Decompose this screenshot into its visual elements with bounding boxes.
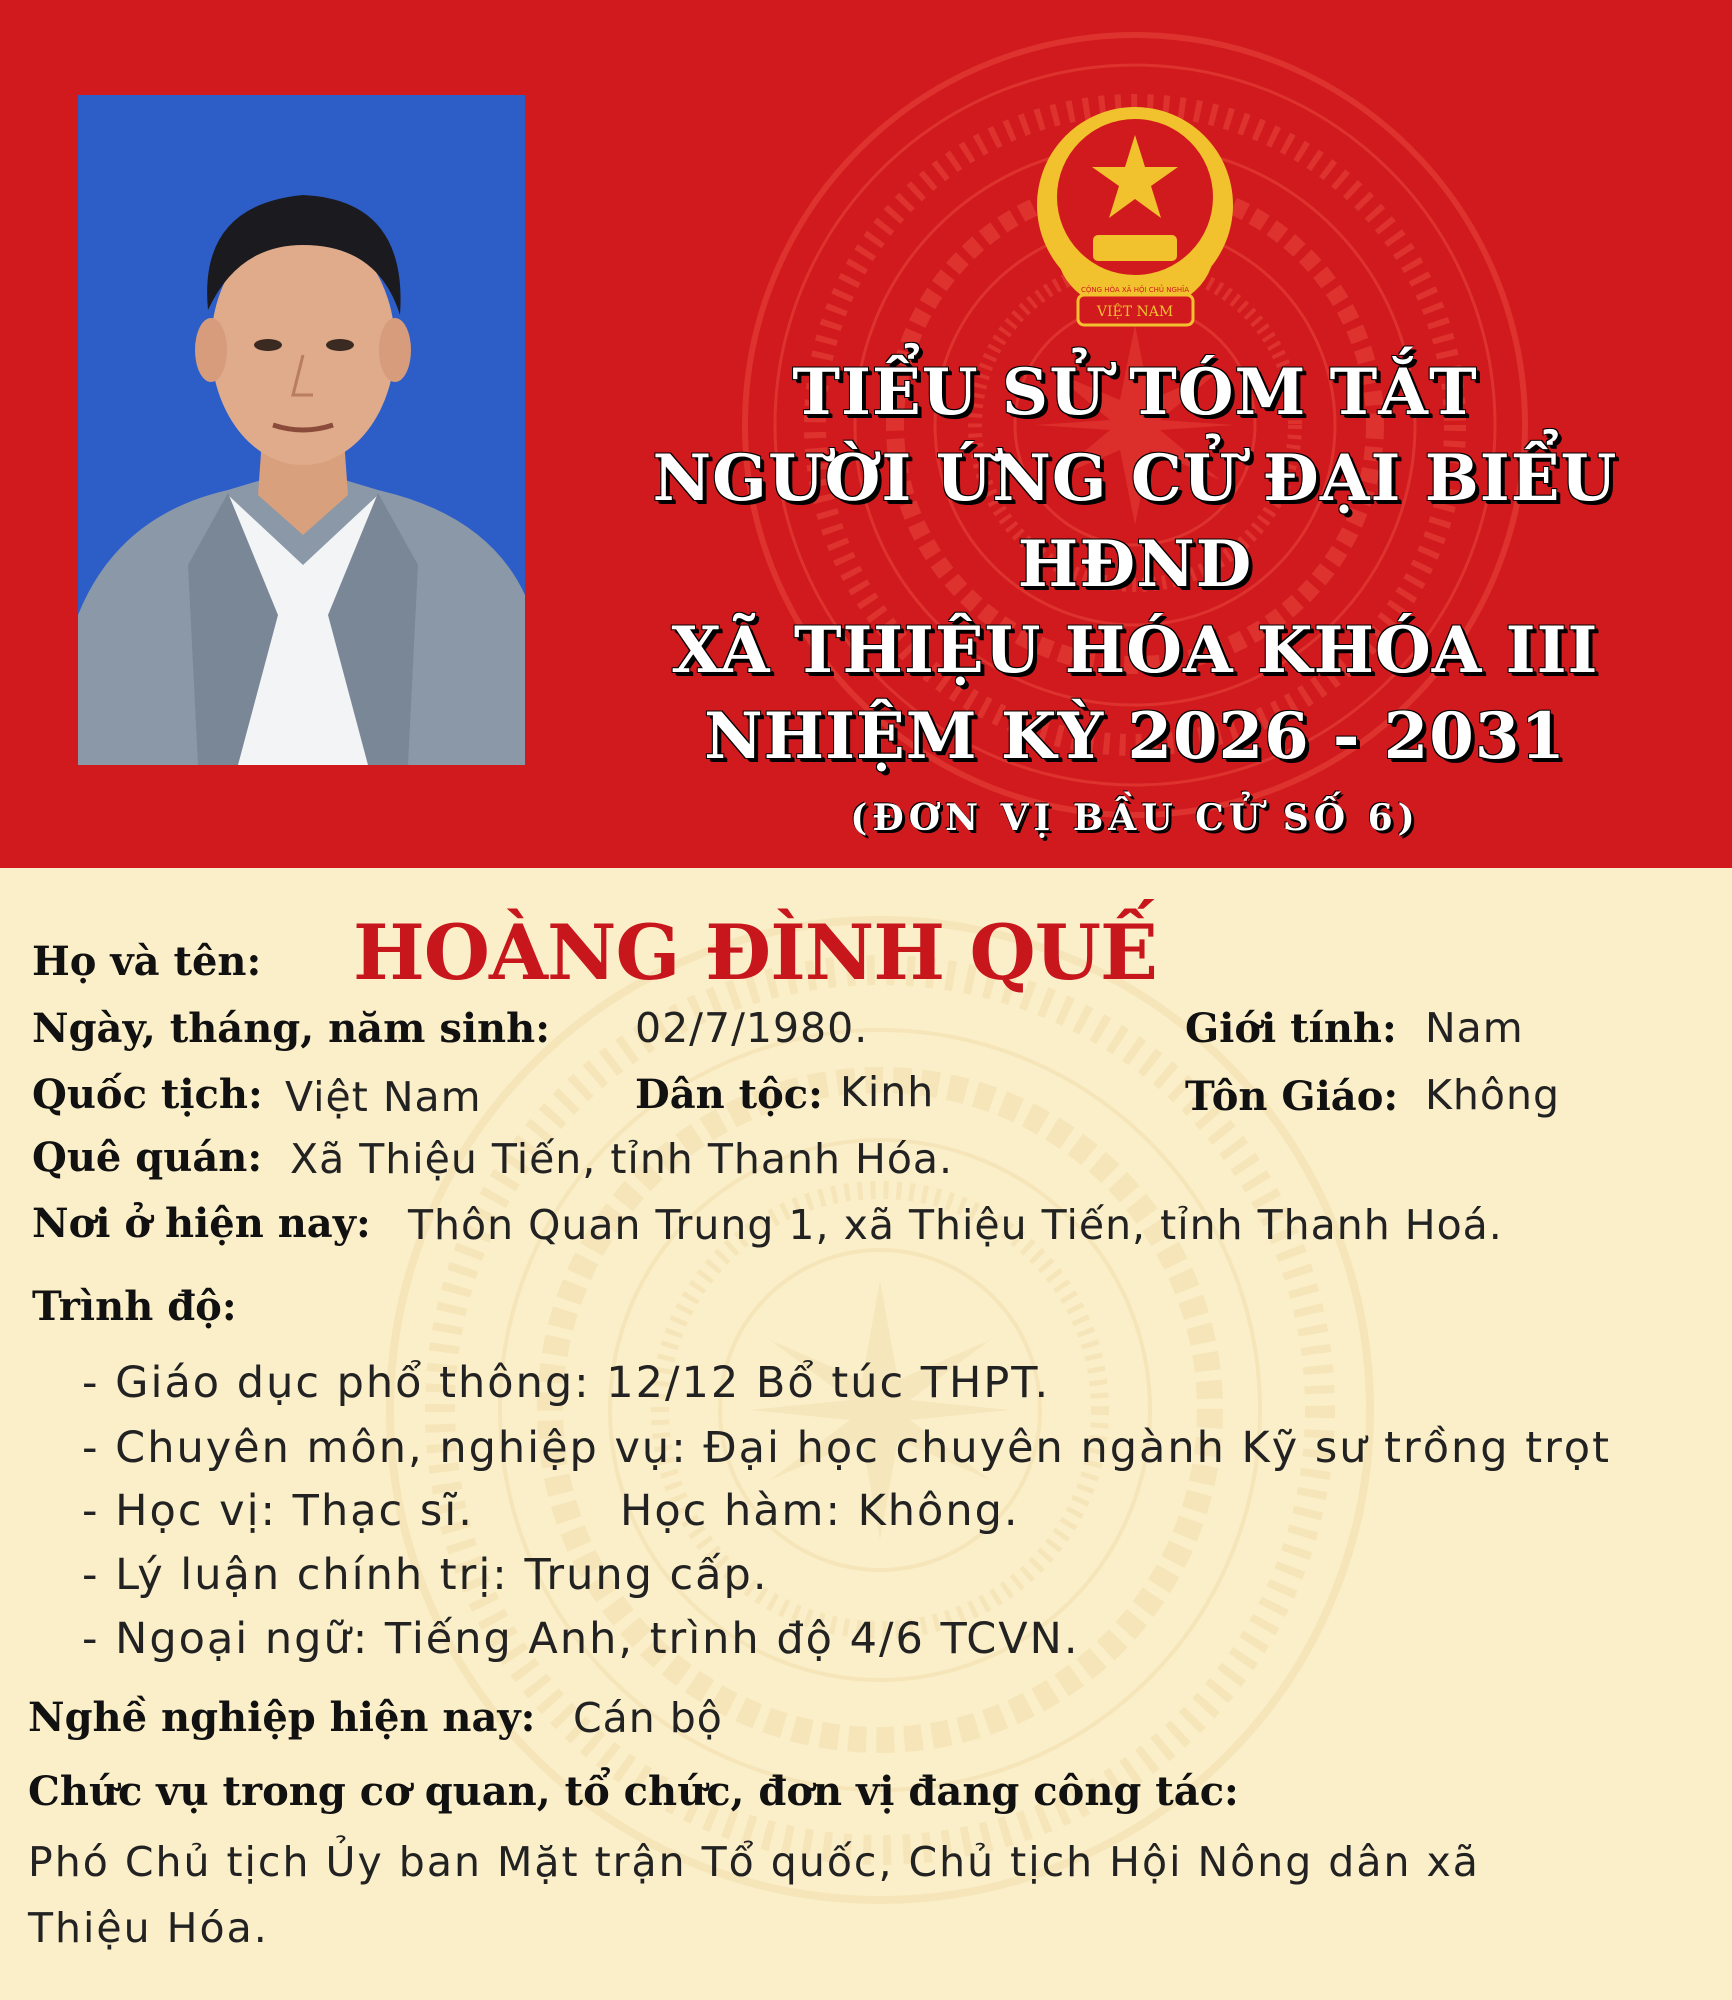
name-label: Họ và tên: — [32, 938, 262, 985]
dob-label: Ngày, tháng, năm sinh: — [32, 1005, 550, 1052]
position-line-1: Phó Chủ tịch Ủy ban Mặt trận Tổ quốc, Chủ tịch Hội Nông dân xã — [28, 1838, 1480, 1886]
position-line-2: Thiệu Hóa. — [28, 1904, 269, 1952]
occupation-label: Nghề nghiệp hiện nay: — [28, 1694, 536, 1741]
gender-label: Giới tính: — [1185, 1005, 1397, 1052]
position-label: Chức vụ trong cơ quan, tổ chức, đơn vị đang công tác: — [28, 1768, 1239, 1815]
national-emblem-icon — [1028, 105, 1243, 330]
title-line-1: TIỂU SỬ TÓM TẮT — [792, 355, 1478, 430]
nationality-value: Việt Nam — [285, 1073, 482, 1121]
hometown-label: Quê quán: — [32, 1134, 263, 1181]
ethnicity-value: Kinh — [840, 1068, 935, 1116]
dob-value: 02/7/1980. — [635, 1004, 869, 1052]
education-label: Trình độ: — [32, 1283, 237, 1330]
education-academic-rank: Học hàm: Không. — [620, 1486, 1020, 1536]
occupation-value: Cán bộ — [573, 1694, 723, 1742]
hometown-value: Xã Thiệu Tiến, tỉnh Thanh Hóa. — [290, 1135, 954, 1183]
education-degree: - Học vị: Thạc sĩ. — [82, 1486, 474, 1536]
portrait-illustration — [78, 95, 525, 765]
title-line-2: NGƯỜI ỨNG CỬ ĐẠI BIỂU HĐND — [652, 441, 1618, 602]
biography-content — [0, 868, 1732, 2000]
header-banner — [0, 0, 1732, 868]
candidate-name: HOÀNG ĐÌNH QUẾ — [353, 908, 1157, 997]
title-line-3: XÃ THIỆU HÓA KHÓA III — [671, 613, 1599, 688]
title-line-4: NHIỆM KỲ 2026 - 2031 — [704, 699, 1566, 774]
ethnicity-label: Dân tộc: — [635, 1071, 823, 1118]
candidate-photo — [78, 95, 525, 765]
electoral-unit-subtitle: (ĐƠN VỊ BẦU CỬ SỐ 6) — [850, 797, 1420, 839]
document-title — [560, 350, 1710, 848]
nationality-label: Quốc tịch: — [32, 1071, 263, 1118]
emblem-text: VIỆT NAM — [1096, 304, 1174, 320]
education-political-theory: - Lý luận chính trị: Trung cấp. — [82, 1550, 769, 1600]
gender-value: Nam — [1425, 1004, 1524, 1052]
residence-value: Thôn Quan Trung 1, xã Thiệu Tiến, tỉnh Thanh Hoá. — [408, 1201, 1503, 1249]
residence-label: Nơi ở hiện nay: — [32, 1200, 371, 1247]
religion-value: Không — [1425, 1071, 1560, 1119]
education-specialty: - Chuyên môn, nghiệp vụ: Đại học chuyên ngành Kỹ sư trồng trọt — [82, 1423, 1611, 1473]
education-general: - Giáo dục phổ thông: 12/12 Bổ túc THPT. — [82, 1358, 1051, 1408]
religion-label: Tôn Giáo: — [1185, 1073, 1399, 1120]
education-foreign-language: - Ngoại ngữ: Tiếng Anh, trình độ 4/6 TCVN. — [82, 1614, 1080, 1664]
emblem-top-text: CỘNG HÒA XÃ HỘI CHỦ NGHĨA — [1080, 286, 1190, 294]
